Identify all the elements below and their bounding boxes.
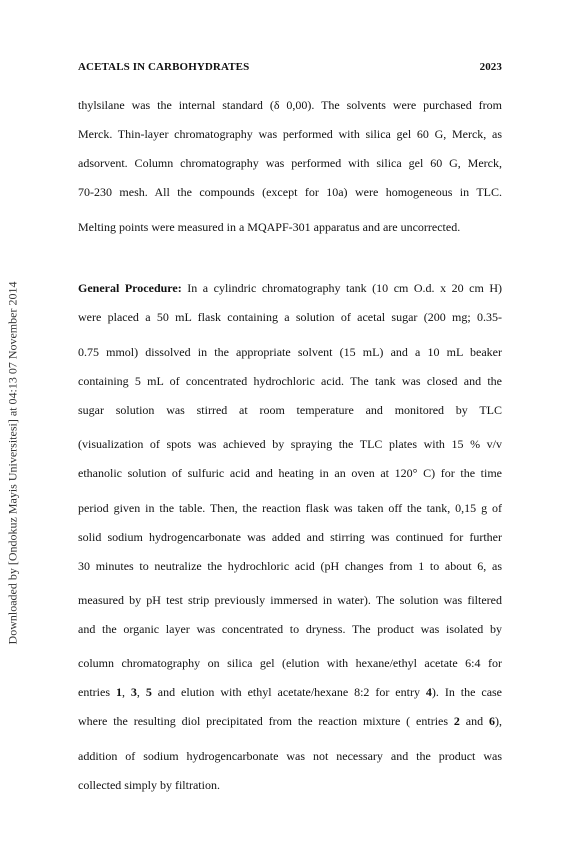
paragraph-line: column chromatography on silica gel (elution with hexane/ethyl acetate 6:4 for — [78, 656, 502, 670]
paragraph-text: entries — [78, 685, 116, 699]
paragraph-text: and elution with ethyl acetate/hexane 8:2 for entry — [151, 685, 426, 699]
paragraph-line: Merck. Thin-layer chromatography was performed with silica gel 60 G, Merck, as — [78, 127, 502, 141]
paragraph-line: were placed a 50 mL flask containing a solution of acetal sugar (200 mg; 0.35- — [78, 310, 502, 324]
paragraph-text: ). In the case — [431, 685, 503, 699]
paragraph-line: 70-230 mesh. All the compounds (except for 10a) were homogeneous in TLC. — [78, 185, 502, 199]
section-heading: General Procedure: — [78, 281, 182, 295]
paragraph-line: (visualization of spots was achieved by spraying the TLC plates with 15 % v/v — [78, 437, 502, 451]
paragraph-line: 30 minutes to neutralize the hydrochloric acid (pH changes from 1 to about 6, as — [78, 559, 502, 573]
paragraph-line: and the organic layer was concentrated to dryness. The product was isolated by — [78, 622, 502, 636]
paragraph-line — [78, 685, 502, 699]
download-watermark-text: Downloaded by [Ondokuz Mayis Universitesi] at 04:13 07 November 2014 — [5, 281, 20, 645]
paragraph-line: solid sodium hydrogencarbonate was added and stirring was continued for further — [78, 530, 502, 544]
paragraph-line — [78, 714, 502, 728]
entry-number: 6 — [489, 714, 495, 728]
procedure-first-line — [78, 281, 502, 295]
paragraph-line: measured by pH test strip previously immersed in water). The solution was filtered — [78, 593, 502, 607]
paragraph-line: adsorvent. Column chromatography was performed with silica gel 60 G, Merck, — [78, 156, 502, 170]
paragraph-line: addition of sodium hydrogencarbonate was not necessary and the product was — [78, 749, 502, 763]
entry-number: 2 — [453, 714, 460, 728]
paragraph-text: ), — [495, 714, 502, 728]
paragraph-text: , — [121, 685, 131, 699]
paragraph-text: , — [136, 685, 146, 699]
paragraph-text: where the resulting diol precipitated from the reaction mixture ( entries — [78, 714, 454, 728]
entry-number: 4 — [425, 685, 432, 699]
page-number: 2023 — [479, 61, 502, 73]
paragraph-line: collected simply by filtration. — [78, 778, 220, 792]
paragraph-line: Melting points were measured in a MQAPF-301 apparatus and are uncorrected. — [78, 220, 461, 234]
paragraph-line: sugar solution was stirred at room temperature and monitored by TLC — [78, 403, 502, 417]
entry-number: 1 — [115, 685, 122, 699]
paragraph-line: 0.75 mmol) dissolved in the appropriate solvent (15 mL) and a 10 mL beaker — [78, 345, 502, 359]
download-watermark — [1, 0, 25, 864]
paragraph-line: ethanolic solution of sulfuric acid and heating in an oven at 120° C) for the time — [78, 466, 502, 480]
paragraph-line: period given in the table. Then, the reaction flask was taken off the tank, 0,15 g of — [78, 501, 502, 515]
running-head-title: ACETALS IN CARBOHYDRATES — [78, 61, 250, 73]
paragraph-line: thylsilane was the internal standard (δ 0,00). The solvents were purchased from — [78, 98, 502, 112]
entry-number: 3 — [130, 685, 137, 699]
paragraph-line: containing 5 mL of concentrated hydrochloric acid. The tank was closed and the — [78, 374, 502, 388]
paragraph-text: and — [459, 714, 489, 728]
entry-number: 5 — [145, 685, 152, 699]
paragraph-text: In a cylindric chromatography tank (10 cm O.d. x 20 cm H) — [181, 281, 502, 295]
